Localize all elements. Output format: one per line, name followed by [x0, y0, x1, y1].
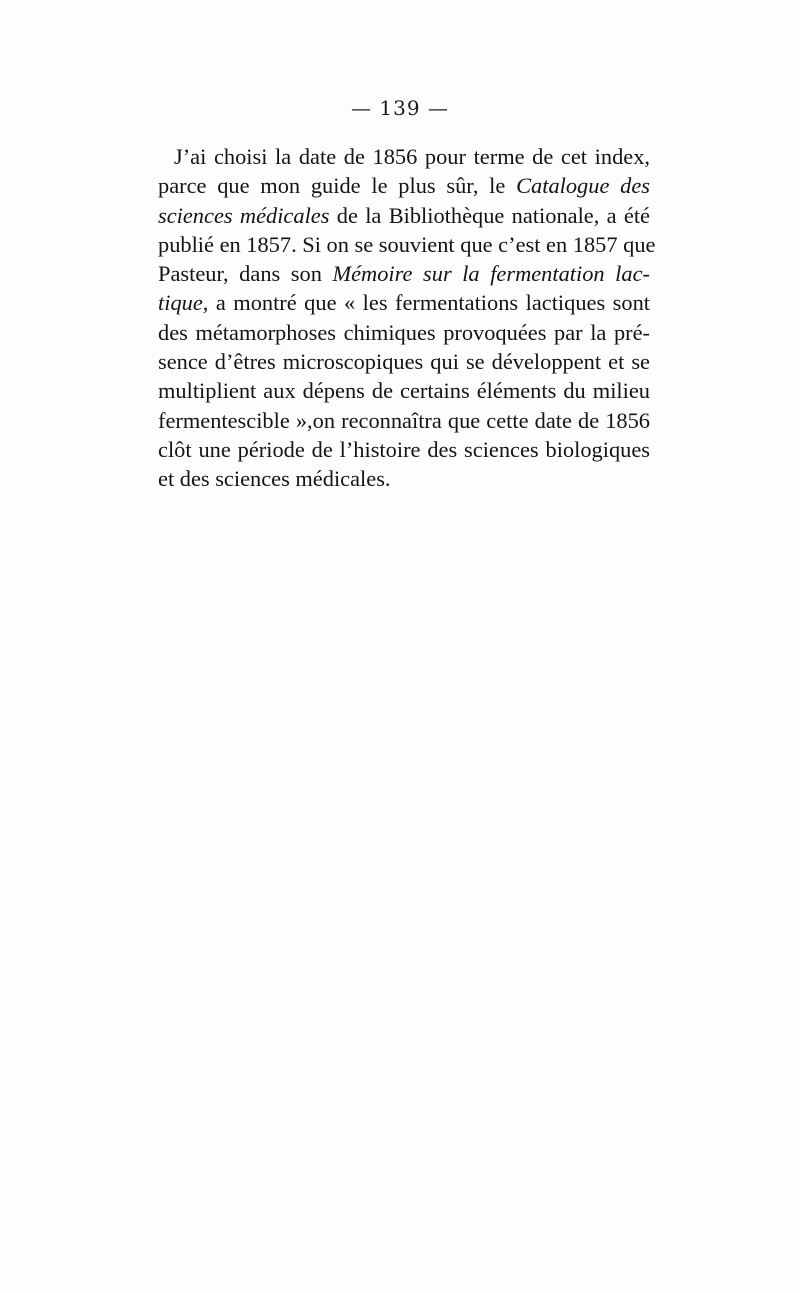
catalogue-title-italic: Catalogue des — [516, 173, 650, 199]
memoire-title-italic: tique — [158, 290, 203, 316]
text-line: et des sciences médicales. — [158, 466, 391, 492]
text-line: fermentescible »,on reconnaîtra que cette date de 1856 — [158, 407, 650, 433]
catalogue-title-italic: sciences médicales — [158, 202, 330, 228]
text-line: sence d’êtres microscopiques qui se développent et se — [158, 349, 650, 375]
memoire-title-italic: Mémoire sur la fermentation lac- — [332, 261, 650, 287]
text-line: multiplient aux dépens de certains éléments du milieu — [158, 378, 650, 404]
text-line: des métamorphoses chimiques provoquées par la pré- — [158, 319, 650, 345]
text-line: clôt une période de l’histoire des sciences biologiques — [158, 436, 650, 462]
text-line: tique, a montré que « les fermentations lactiques sont — [158, 290, 650, 316]
page-number: — 139 — — [351, 96, 449, 120]
text-line: sciences médicales de la Bibliothèque nationale, a été — [158, 202, 650, 228]
text-line: parce que mon guide le plus sûr, le Catalogue des — [158, 173, 650, 199]
text-line: J’ai choisi la date de 1856 pour terme de cet index, — [174, 144, 650, 169]
text-line: publié en 1857. Si on se souvient que c’est en 1857 que — [158, 231, 656, 257]
body-paragraph — [158, 142, 656, 494]
text-line: Pasteur, dans son Mémoire sur la fermentation lac- — [158, 261, 650, 287]
